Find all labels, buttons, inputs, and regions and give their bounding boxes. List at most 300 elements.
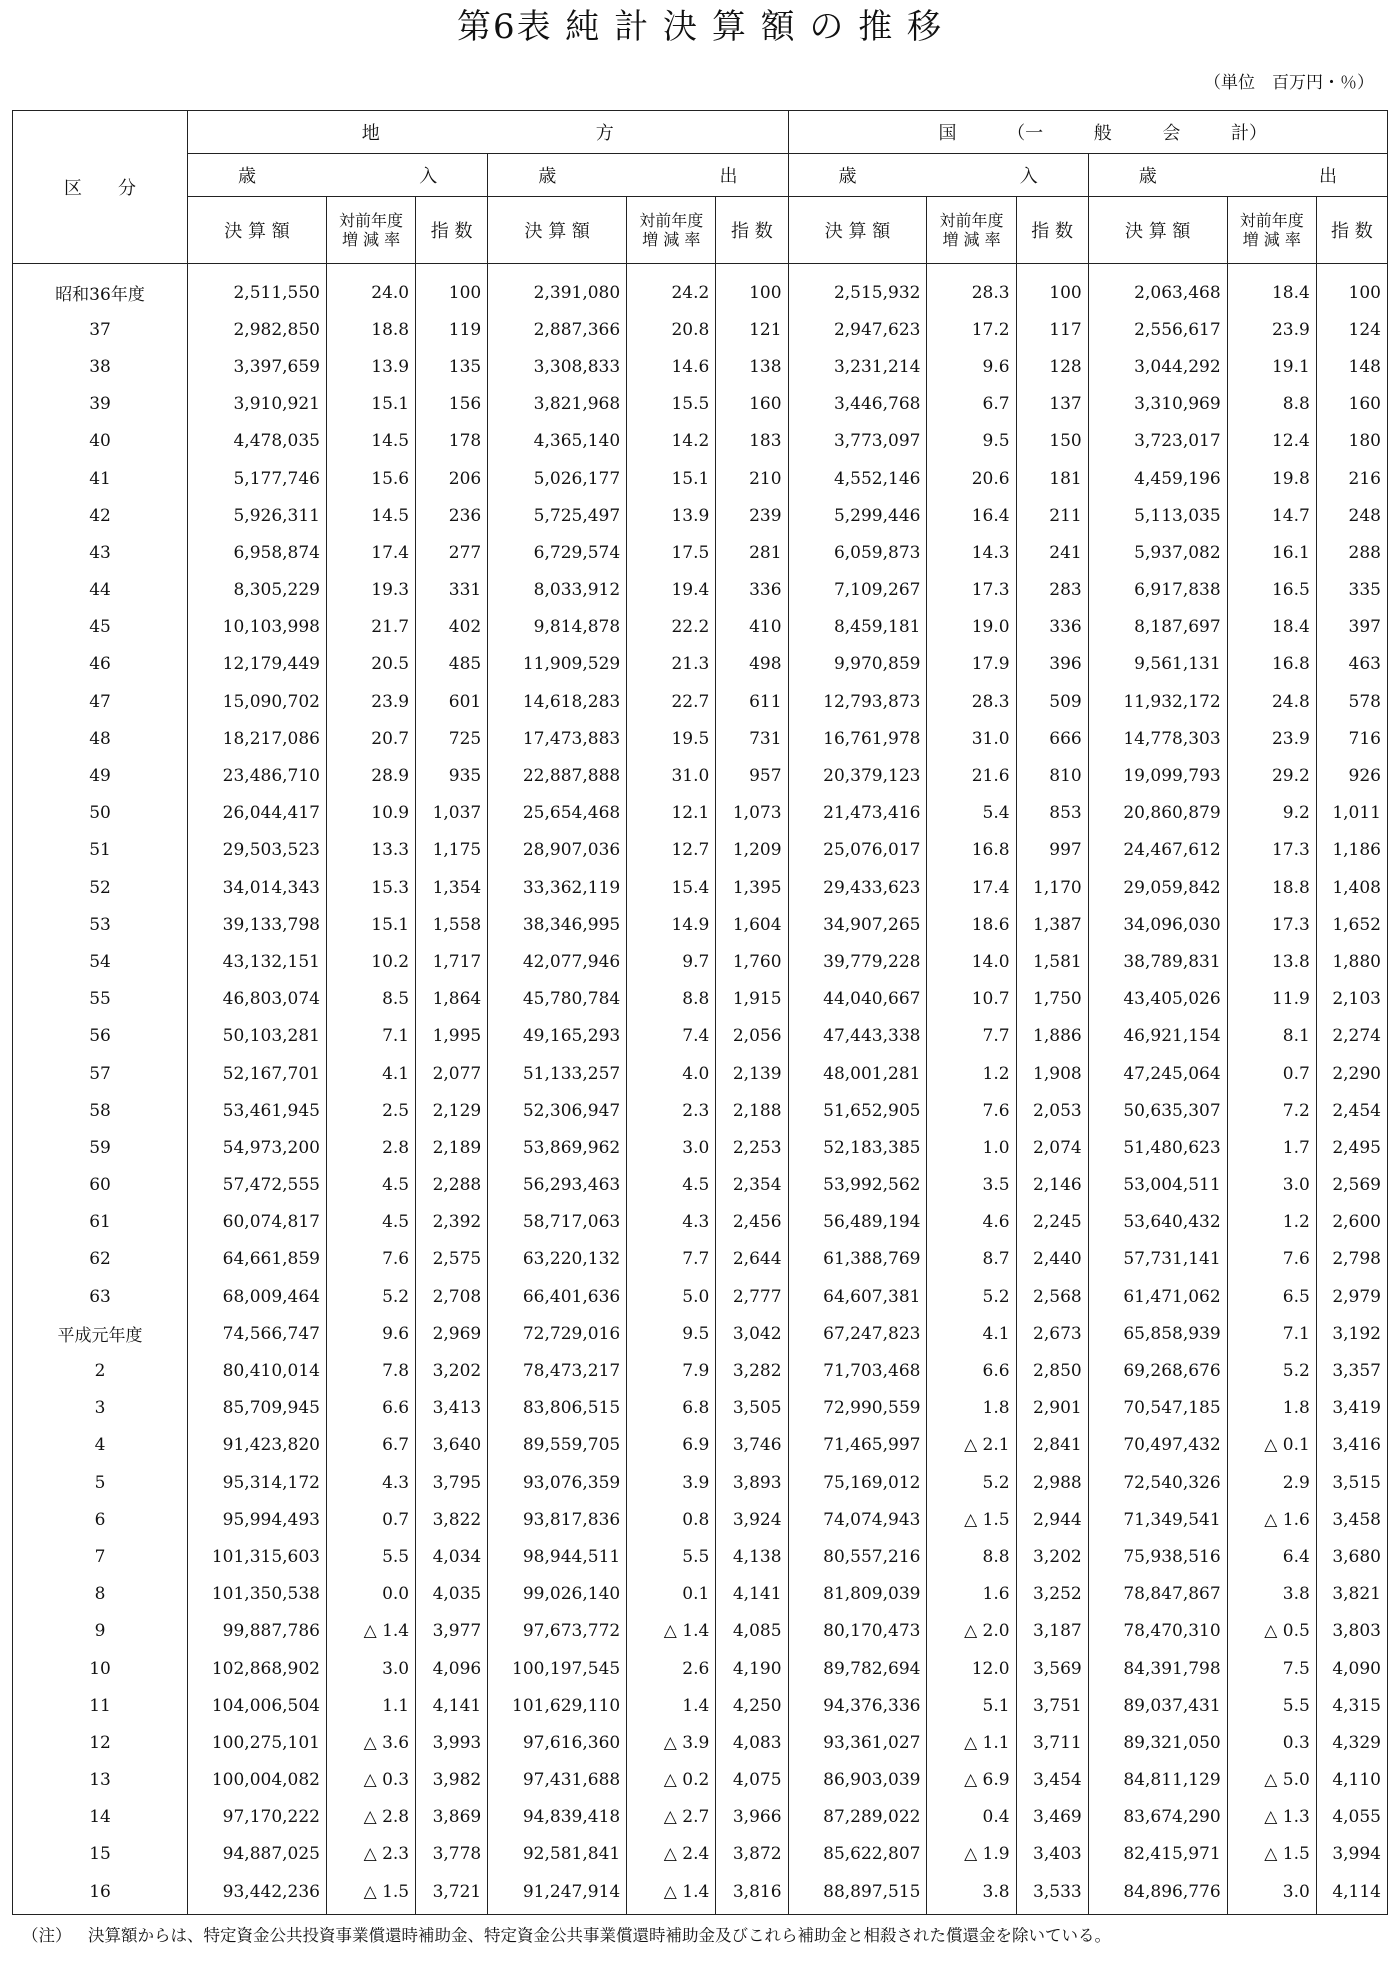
kuni-sainyu-index: 2,568	[1016, 1278, 1088, 1315]
chiho-saishutsu-amount: 97,616,360	[488, 1724, 627, 1761]
chiho-sainyu-amount: 23,486,710	[188, 757, 327, 794]
kuni-sainyu-amount: 2,515,932	[788, 264, 927, 312]
chiho-saishutsu-index: 160	[716, 386, 788, 423]
chiho-sainyu-rate: 1.1	[327, 1687, 416, 1724]
chiho-sainyu-amount: 50,103,281	[188, 1018, 327, 1055]
kuni-sainyu-index: 2,673	[1016, 1315, 1088, 1352]
chiho-sainyu-rate: 15.1	[327, 386, 416, 423]
kuni-sainyu-rate: △ 2.0	[927, 1613, 1016, 1650]
row-label: 15	[13, 1836, 188, 1873]
chiho-sainyu-index: 4,096	[416, 1650, 488, 1687]
kuni-saishutsu-rate: 16.1	[1227, 534, 1316, 571]
chiho-saishutsu-index: 4,141	[716, 1576, 788, 1613]
kuni-sainyu-rate: △ 1.5	[927, 1501, 1016, 1538]
chiho-saishutsu-rate: △ 0.2	[627, 1762, 716, 1799]
chiho-sainyu-rate: 6.6	[327, 1390, 416, 1427]
kuni-saishutsu-rate: 1.8	[1227, 1390, 1316, 1427]
chiho-sainyu-rate: △ 1.4	[327, 1613, 416, 1650]
table-row	[13, 1799, 1388, 1836]
table-row	[13, 386, 1388, 423]
kuni-sainyu-rate: 9.5	[927, 423, 1016, 460]
table-row	[13, 1204, 1388, 1241]
footnote-text: 決算額からは、特定資金公共投資事業償還時補助金、特定資金公共事業償還時補助金及びこれら補助金と相殺された償還金を除いている。	[88, 1926, 1111, 1945]
kuni-saishutsu-index: 1,880	[1316, 943, 1387, 980]
table-row	[13, 1687, 1388, 1724]
chiho-saishutsu-amount: 9,814,878	[488, 609, 627, 646]
header-shisu: 指 数	[416, 197, 488, 264]
chiho-sainyu-amount: 34,014,343	[188, 869, 327, 906]
row-label: 42	[13, 497, 188, 534]
chiho-sainyu-index: 935	[416, 757, 488, 794]
chiho-saishutsu-index: 138	[716, 348, 788, 385]
chiho-saishutsu-index: 2,777	[716, 1278, 788, 1315]
kuni-sainyu-amount: 8,459,181	[788, 609, 927, 646]
chiho-sainyu-amount: 54,973,200	[188, 1129, 327, 1166]
kuni-saishutsu-amount: 70,547,185	[1088, 1390, 1227, 1427]
row-label: 41	[13, 460, 188, 497]
chiho-saishutsu-rate: 7.4	[627, 1018, 716, 1055]
chiho-saishutsu-index: 210	[716, 460, 788, 497]
chiho-sainyu-rate: 8.5	[327, 981, 416, 1018]
kuni-saishutsu-index: 100	[1316, 264, 1387, 312]
kuni-sainyu-amount: 47,443,338	[788, 1018, 927, 1055]
kuni-saishutsu-index: 4,110	[1316, 1762, 1387, 1799]
chiho-saishutsu-amount: 98,944,511	[488, 1538, 627, 1575]
table-row	[13, 460, 1388, 497]
kuni-saishutsu-amount: 5,113,035	[1088, 497, 1227, 534]
kuni-sainyu-amount: 81,809,039	[788, 1576, 927, 1613]
kuni-saishutsu-index: 2,600	[1316, 1204, 1387, 1241]
chiho-sainyu-index: 601	[416, 683, 488, 720]
chiho-sainyu-index: 3,721	[416, 1873, 488, 1915]
kuni-saishutsu-amount: 46,921,154	[1088, 1018, 1227, 1055]
chiho-saishutsu-index: 3,282	[716, 1352, 788, 1389]
row-label: 55	[13, 981, 188, 1018]
table-row	[13, 609, 1388, 646]
kuni-sainyu-rate: 17.4	[927, 869, 1016, 906]
chiho-saishutsu-amount: 63,220,132	[488, 1241, 627, 1278]
row-label: 51	[13, 832, 188, 869]
header-kessangaku: 決 算 額	[788, 197, 927, 264]
kuni-saishutsu-rate: 29.2	[1227, 757, 1316, 794]
kuni-saishutsu-rate: △ 1.3	[1227, 1799, 1316, 1836]
kuni-saishutsu-rate: △ 1.5	[1227, 1836, 1316, 1873]
kuni-saishutsu-amount: 14,778,303	[1088, 720, 1227, 757]
kuni-saishutsu-amount: 69,268,676	[1088, 1352, 1227, 1389]
table-row	[13, 757, 1388, 794]
kuni-saishutsu-rate: 6.5	[1227, 1278, 1316, 1315]
kuni-sainyu-amount: 25,076,017	[788, 832, 927, 869]
chiho-saishutsu-index: 957	[716, 757, 788, 794]
table-row	[13, 1129, 1388, 1166]
kuni-sainyu-amount: 9,970,859	[788, 646, 927, 683]
header-shisu: 指 数	[1316, 197, 1387, 264]
chiho-sainyu-index: 1,037	[416, 795, 488, 832]
table-row	[13, 832, 1388, 869]
chiho-sainyu-index: 3,982	[416, 1762, 488, 1799]
kuni-sainyu-rate: 17.2	[927, 311, 1016, 348]
table-row	[13, 720, 1388, 757]
row-label: 48	[13, 720, 188, 757]
table-row	[13, 906, 1388, 943]
header-shisu: 指 数	[1016, 197, 1088, 264]
table-row	[13, 1352, 1388, 1389]
chiho-sainyu-rate: △ 0.3	[327, 1762, 416, 1799]
kuni-sainyu-rate: 4.1	[927, 1315, 1016, 1352]
chiho-saishutsu-rate: 12.1	[627, 795, 716, 832]
kuni-saishutsu-index: 288	[1316, 534, 1387, 571]
kuni-sainyu-amount: 5,299,446	[788, 497, 927, 534]
chiho-saishutsu-index: 1,604	[716, 906, 788, 943]
chiho-sainyu-rate: 4.3	[327, 1464, 416, 1501]
kuni-sainyu-index: 150	[1016, 423, 1088, 460]
chiho-sainyu-rate: 6.7	[327, 1427, 416, 1464]
chiho-sainyu-index: 4,034	[416, 1538, 488, 1575]
kuni-sainyu-amount: 3,446,768	[788, 386, 927, 423]
chiho-sainyu-index: 100	[416, 264, 488, 312]
row-label: 平成元年度	[13, 1315, 188, 1352]
page-title: 第6表 純 計 決 算 額 の 推 移	[456, 7, 944, 47]
kuni-sainyu-amount: 6,059,873	[788, 534, 927, 571]
chiho-saishutsu-amount: 2,391,080	[488, 264, 627, 312]
chiho-sainyu-index: 3,993	[416, 1724, 488, 1761]
header-kuni-saishutsu: 歳 出	[1088, 154, 1387, 197]
kuni-sainyu-amount: 87,289,022	[788, 1799, 927, 1836]
chiho-saishutsu-rate: 14.6	[627, 348, 716, 385]
chiho-saishutsu-amount: 38,346,995	[488, 906, 627, 943]
kuni-saishutsu-index: 148	[1316, 348, 1387, 385]
chiho-sainyu-index: 3,413	[416, 1390, 488, 1427]
header-zogenritsu: 対前年度 増 減 率	[1227, 197, 1316, 264]
table-body	[13, 264, 1388, 1915]
kuni-saishutsu-index: 3,803	[1316, 1613, 1387, 1650]
kuni-saishutsu-amount: 2,063,468	[1088, 264, 1227, 312]
table-row	[13, 1873, 1388, 1915]
chiho-saishutsu-amount: 78,473,217	[488, 1352, 627, 1389]
row-label: 8	[13, 1576, 188, 1613]
chiho-sainyu-amount: 4,478,035	[188, 423, 327, 460]
chiho-saishutsu-index: 4,085	[716, 1613, 788, 1650]
chiho-saishutsu-index: 3,924	[716, 1501, 788, 1538]
kuni-sainyu-amount: 89,782,694	[788, 1650, 927, 1687]
table-row	[13, 264, 1388, 312]
chiho-sainyu-rate: 18.8	[327, 311, 416, 348]
chiho-saishutsu-rate: 20.8	[627, 311, 716, 348]
kuni-saishutsu-index: 2,798	[1316, 1241, 1387, 1278]
kuni-saishutsu-rate: 0.7	[1227, 1055, 1316, 1092]
chiho-sainyu-rate: 15.6	[327, 460, 416, 497]
row-label: 44	[13, 572, 188, 609]
kuni-sainyu-rate: 16.8	[927, 832, 1016, 869]
kuni-sainyu-index: 3,252	[1016, 1576, 1088, 1613]
table-row	[13, 1241, 1388, 1278]
kuni-sainyu-rate: 1.6	[927, 1576, 1016, 1613]
kuni-sainyu-index: 128	[1016, 348, 1088, 385]
chiho-sainyu-amount: 104,006,504	[188, 1687, 327, 1724]
chiho-sainyu-rate: 5.2	[327, 1278, 416, 1315]
header-shisu: 指 数	[716, 197, 788, 264]
kuni-saishutsu-index: 1,408	[1316, 869, 1387, 906]
chiho-sainyu-rate: 14.5	[327, 497, 416, 534]
chiho-saishutsu-amount: 66,401,636	[488, 1278, 627, 1315]
kuni-saishutsu-index: 3,515	[1316, 1464, 1387, 1501]
chiho-saishutsu-index: 410	[716, 609, 788, 646]
chiho-saishutsu-index: 2,139	[716, 1055, 788, 1092]
header-chiho: 地 方	[188, 111, 788, 154]
chiho-saishutsu-amount: 3,821,968	[488, 386, 627, 423]
chiho-saishutsu-index: 1,395	[716, 869, 788, 906]
row-label: 52	[13, 869, 188, 906]
kuni-sainyu-amount: 67,247,823	[788, 1315, 927, 1352]
kuni-saishutsu-index: 2,979	[1316, 1278, 1387, 1315]
chiho-saishutsu-rate: 7.7	[627, 1241, 716, 1278]
row-label: 56	[13, 1018, 188, 1055]
chiho-saishutsu-amount: 101,629,110	[488, 1687, 627, 1724]
kuni-sainyu-rate: 14.3	[927, 534, 1016, 571]
chiho-sainyu-amount: 29,503,523	[188, 832, 327, 869]
kuni-saishutsu-rate: 24.8	[1227, 683, 1316, 720]
kuni-sainyu-amount: 44,040,667	[788, 981, 927, 1018]
kuni-saishutsu-index: 463	[1316, 646, 1387, 683]
chiho-saishutsu-amount: 14,618,283	[488, 683, 627, 720]
chiho-sainyu-amount: 6,958,874	[188, 534, 327, 571]
chiho-sainyu-amount: 99,887,786	[188, 1613, 327, 1650]
kuni-sainyu-index: 1,750	[1016, 981, 1088, 1018]
kuni-saishutsu-rate: 18.4	[1227, 609, 1316, 646]
footnote	[22, 1922, 1382, 1946]
chiho-sainyu-rate: 13.3	[327, 832, 416, 869]
kuni-sainyu-rate: 14.0	[927, 943, 1016, 980]
chiho-sainyu-amount: 74,566,747	[188, 1315, 327, 1352]
chiho-saishutsu-index: 3,966	[716, 1799, 788, 1836]
chiho-sainyu-amount: 95,314,172	[188, 1464, 327, 1501]
kuni-sainyu-amount: 80,557,216	[788, 1538, 927, 1575]
chiho-sainyu-index: 2,575	[416, 1241, 488, 1278]
chiho-saishutsu-amount: 56,293,463	[488, 1167, 627, 1204]
chiho-sainyu-amount: 2,982,850	[188, 311, 327, 348]
kuni-saishutsu-rate: 19.1	[1227, 348, 1316, 385]
kuni-saishutsu-index: 4,090	[1316, 1650, 1387, 1687]
table-row	[13, 1501, 1388, 1538]
row-label: 5	[13, 1464, 188, 1501]
chiho-saishutsu-rate: 9.7	[627, 943, 716, 980]
chiho-sainyu-amount: 18,217,086	[188, 720, 327, 757]
chiho-saishutsu-rate: 12.7	[627, 832, 716, 869]
chiho-sainyu-amount: 39,133,798	[188, 906, 327, 943]
kuni-sainyu-amount: 51,652,905	[788, 1092, 927, 1129]
chiho-saishutsu-amount: 53,869,962	[488, 1129, 627, 1166]
row-label: 43	[13, 534, 188, 571]
kuni-sainyu-index: 241	[1016, 534, 1088, 571]
kuni-sainyu-index: 2,988	[1016, 1464, 1088, 1501]
kuni-saishutsu-amount: 71,349,541	[1088, 1501, 1227, 1538]
chiho-sainyu-index: 1,864	[416, 981, 488, 1018]
kuni-sainyu-amount: 12,793,873	[788, 683, 927, 720]
kuni-sainyu-amount: 56,489,194	[788, 1204, 927, 1241]
chiho-saishutsu-index: 2,056	[716, 1018, 788, 1055]
chiho-saishutsu-amount: 51,133,257	[488, 1055, 627, 1092]
kuni-sainyu-rate: 5.2	[927, 1278, 1016, 1315]
kuni-sainyu-rate: 21.6	[927, 757, 1016, 794]
row-label: 11	[13, 1687, 188, 1724]
kuni-saishutsu-index: 926	[1316, 757, 1387, 794]
kuni-saishutsu-amount: 51,480,623	[1088, 1129, 1227, 1166]
kuni-saishutsu-amount: 6,917,838	[1088, 572, 1227, 609]
kuni-sainyu-rate: 28.3	[927, 683, 1016, 720]
header-kessangaku: 決 算 額	[188, 197, 327, 264]
chiho-sainyu-rate: 20.7	[327, 720, 416, 757]
kuni-sainyu-index: 1,581	[1016, 943, 1088, 980]
chiho-sainyu-rate: 3.0	[327, 1650, 416, 1687]
kuni-sainyu-index: 3,187	[1016, 1613, 1088, 1650]
chiho-saishutsu-index: 3,042	[716, 1315, 788, 1352]
kuni-sainyu-amount: 80,170,473	[788, 1613, 927, 1650]
kuni-saishutsu-rate: 7.2	[1227, 1092, 1316, 1129]
chiho-sainyu-amount: 100,004,082	[188, 1762, 327, 1799]
chiho-sainyu-rate: 7.8	[327, 1352, 416, 1389]
chiho-sainyu-amount: 26,044,417	[188, 795, 327, 832]
chiho-saishutsu-index: 239	[716, 497, 788, 534]
chiho-saishutsu-rate: 5.5	[627, 1538, 716, 1575]
kuni-sainyu-index: 2,901	[1016, 1390, 1088, 1427]
chiho-saishutsu-rate: 19.5	[627, 720, 716, 757]
chiho-sainyu-index: 331	[416, 572, 488, 609]
chiho-saishutsu-index: 4,083	[716, 1724, 788, 1761]
chiho-saishutsu-amount: 2,887,366	[488, 311, 627, 348]
chiho-saishutsu-index: 2,456	[716, 1204, 788, 1241]
settlement-table	[12, 110, 1388, 1915]
kuni-sainyu-rate: 4.6	[927, 1204, 1016, 1241]
chiho-sainyu-rate: 14.5	[327, 423, 416, 460]
chiho-saishutsu-rate: 5.0	[627, 1278, 716, 1315]
chiho-sainyu-amount: 8,305,229	[188, 572, 327, 609]
kuni-sainyu-rate: 3.5	[927, 1167, 1016, 1204]
kuni-saishutsu-rate: 1.2	[1227, 1204, 1316, 1241]
chiho-sainyu-index: 4,035	[416, 1576, 488, 1613]
kuni-saishutsu-index: 2,569	[1316, 1167, 1387, 1204]
chiho-sainyu-amount: 85,709,945	[188, 1390, 327, 1427]
chiho-saishutsu-amount: 17,473,883	[488, 720, 627, 757]
kuni-sainyu-index: 3,469	[1016, 1799, 1088, 1836]
header-chiho-saishutsu: 歳 出	[488, 154, 788, 197]
chiho-sainyu-amount: 43,132,151	[188, 943, 327, 980]
kuni-sainyu-amount: 3,773,097	[788, 423, 927, 460]
kuni-saishutsu-index: 1,011	[1316, 795, 1387, 832]
chiho-saishutsu-index: 1,915	[716, 981, 788, 1018]
chiho-saishutsu-index: 1,073	[716, 795, 788, 832]
kuni-sainyu-rate: 9.6	[927, 348, 1016, 385]
kuni-sainyu-rate: 3.8	[927, 1873, 1016, 1915]
kuni-saishutsu-amount: 57,731,141	[1088, 1241, 1227, 1278]
chiho-saishutsu-index: 4,075	[716, 1762, 788, 1799]
kuni-saishutsu-rate: △ 0.5	[1227, 1613, 1316, 1650]
chiho-sainyu-index: 178	[416, 423, 488, 460]
chiho-sainyu-rate: △ 3.6	[327, 1724, 416, 1761]
kuni-sainyu-index: 853	[1016, 795, 1088, 832]
chiho-sainyu-amount: 95,994,493	[188, 1501, 327, 1538]
kuni-sainyu-index: 2,053	[1016, 1092, 1088, 1129]
row-label: 49	[13, 757, 188, 794]
row-label: 47	[13, 683, 188, 720]
chiho-sainyu-rate: 28.9	[327, 757, 416, 794]
chiho-saishutsu-rate: 9.5	[627, 1315, 716, 1352]
kuni-saishutsu-rate: 12.4	[1227, 423, 1316, 460]
chiho-saishutsu-rate: 7.9	[627, 1352, 716, 1389]
chiho-saishutsu-amount: 4,365,140	[488, 423, 627, 460]
table-row	[13, 1724, 1388, 1761]
kuni-sainyu-amount: 85,622,807	[788, 1836, 927, 1873]
kuni-saishutsu-amount: 2,556,617	[1088, 311, 1227, 348]
chiho-saishutsu-rate: 15.5	[627, 386, 716, 423]
kuni-sainyu-index: 3,403	[1016, 1836, 1088, 1873]
chiho-saishutsu-amount: 94,839,418	[488, 1799, 627, 1836]
kuni-sainyu-rate: 10.7	[927, 981, 1016, 1018]
kuni-sainyu-amount: 39,779,228	[788, 943, 927, 980]
chiho-sainyu-amount: 5,177,746	[188, 460, 327, 497]
chiho-sainyu-amount: 15,090,702	[188, 683, 327, 720]
kuni-sainyu-index: 137	[1016, 386, 1088, 423]
kuni-saishutsu-rate: 1.7	[1227, 1129, 1316, 1166]
kuni-saishutsu-rate: 18.4	[1227, 264, 1316, 312]
table-row	[13, 311, 1388, 348]
kuni-sainyu-rate: △ 2.1	[927, 1427, 1016, 1464]
kuni-saishutsu-amount: 3,723,017	[1088, 423, 1227, 460]
kuni-saishutsu-amount: 43,405,026	[1088, 981, 1227, 1018]
kuni-sainyu-amount: 4,552,146	[788, 460, 927, 497]
chiho-sainyu-index: 2,077	[416, 1055, 488, 1092]
kuni-saishutsu-amount: 29,059,842	[1088, 869, 1227, 906]
chiho-sainyu-index: 206	[416, 460, 488, 497]
kuni-sainyu-rate: 1.2	[927, 1055, 1016, 1092]
kuni-sainyu-amount: 94,376,336	[788, 1687, 927, 1724]
kuni-saishutsu-rate: 7.5	[1227, 1650, 1316, 1687]
table-row	[13, 683, 1388, 720]
kuni-saishutsu-amount: 89,321,050	[1088, 1724, 1227, 1761]
kuni-sainyu-amount: 71,465,997	[788, 1427, 927, 1464]
table-row	[13, 1018, 1388, 1055]
chiho-sainyu-rate: 4.5	[327, 1167, 416, 1204]
chiho-saishutsu-rate: 2.3	[627, 1092, 716, 1129]
table-row	[13, 869, 1388, 906]
kuni-saishutsu-amount: 50,635,307	[1088, 1092, 1227, 1129]
kuni-saishutsu-rate: 17.3	[1227, 906, 1316, 943]
chiho-saishutsu-index: 100	[716, 264, 788, 312]
kuni-sainyu-amount: 75,169,012	[788, 1464, 927, 1501]
chiho-saishutsu-rate: 24.2	[627, 264, 716, 312]
chiho-sainyu-index: 3,778	[416, 1836, 488, 1873]
chiho-saishutsu-amount: 97,431,688	[488, 1762, 627, 1799]
chiho-saishutsu-rate: 3.0	[627, 1129, 716, 1166]
kuni-saishutsu-amount: 3,310,969	[1088, 386, 1227, 423]
chiho-sainyu-amount: 91,423,820	[188, 1427, 327, 1464]
chiho-saishutsu-rate: 22.7	[627, 683, 716, 720]
kuni-saishutsu-amount: 9,561,131	[1088, 646, 1227, 683]
kuni-sainyu-index: 2,850	[1016, 1352, 1088, 1389]
chiho-sainyu-index: 3,869	[416, 1799, 488, 1836]
chiho-saishutsu-rate: 8.8	[627, 981, 716, 1018]
kuni-sainyu-amount: 93,361,027	[788, 1724, 927, 1761]
chiho-saishutsu-amount: 25,654,468	[488, 795, 627, 832]
chiho-sainyu-index: 3,822	[416, 1501, 488, 1538]
row-label: 6	[13, 1501, 188, 1538]
kuni-saishutsu-index: 160	[1316, 386, 1387, 423]
chiho-sainyu-amount: 68,009,464	[188, 1278, 327, 1315]
chiho-saishutsu-amount: 5,725,497	[488, 497, 627, 534]
kuni-sainyu-rate: 17.3	[927, 572, 1016, 609]
chiho-sainyu-rate: 7.6	[327, 1241, 416, 1278]
chiho-saishutsu-rate: △ 1.4	[627, 1873, 716, 1915]
kuni-sainyu-index: 181	[1016, 460, 1088, 497]
